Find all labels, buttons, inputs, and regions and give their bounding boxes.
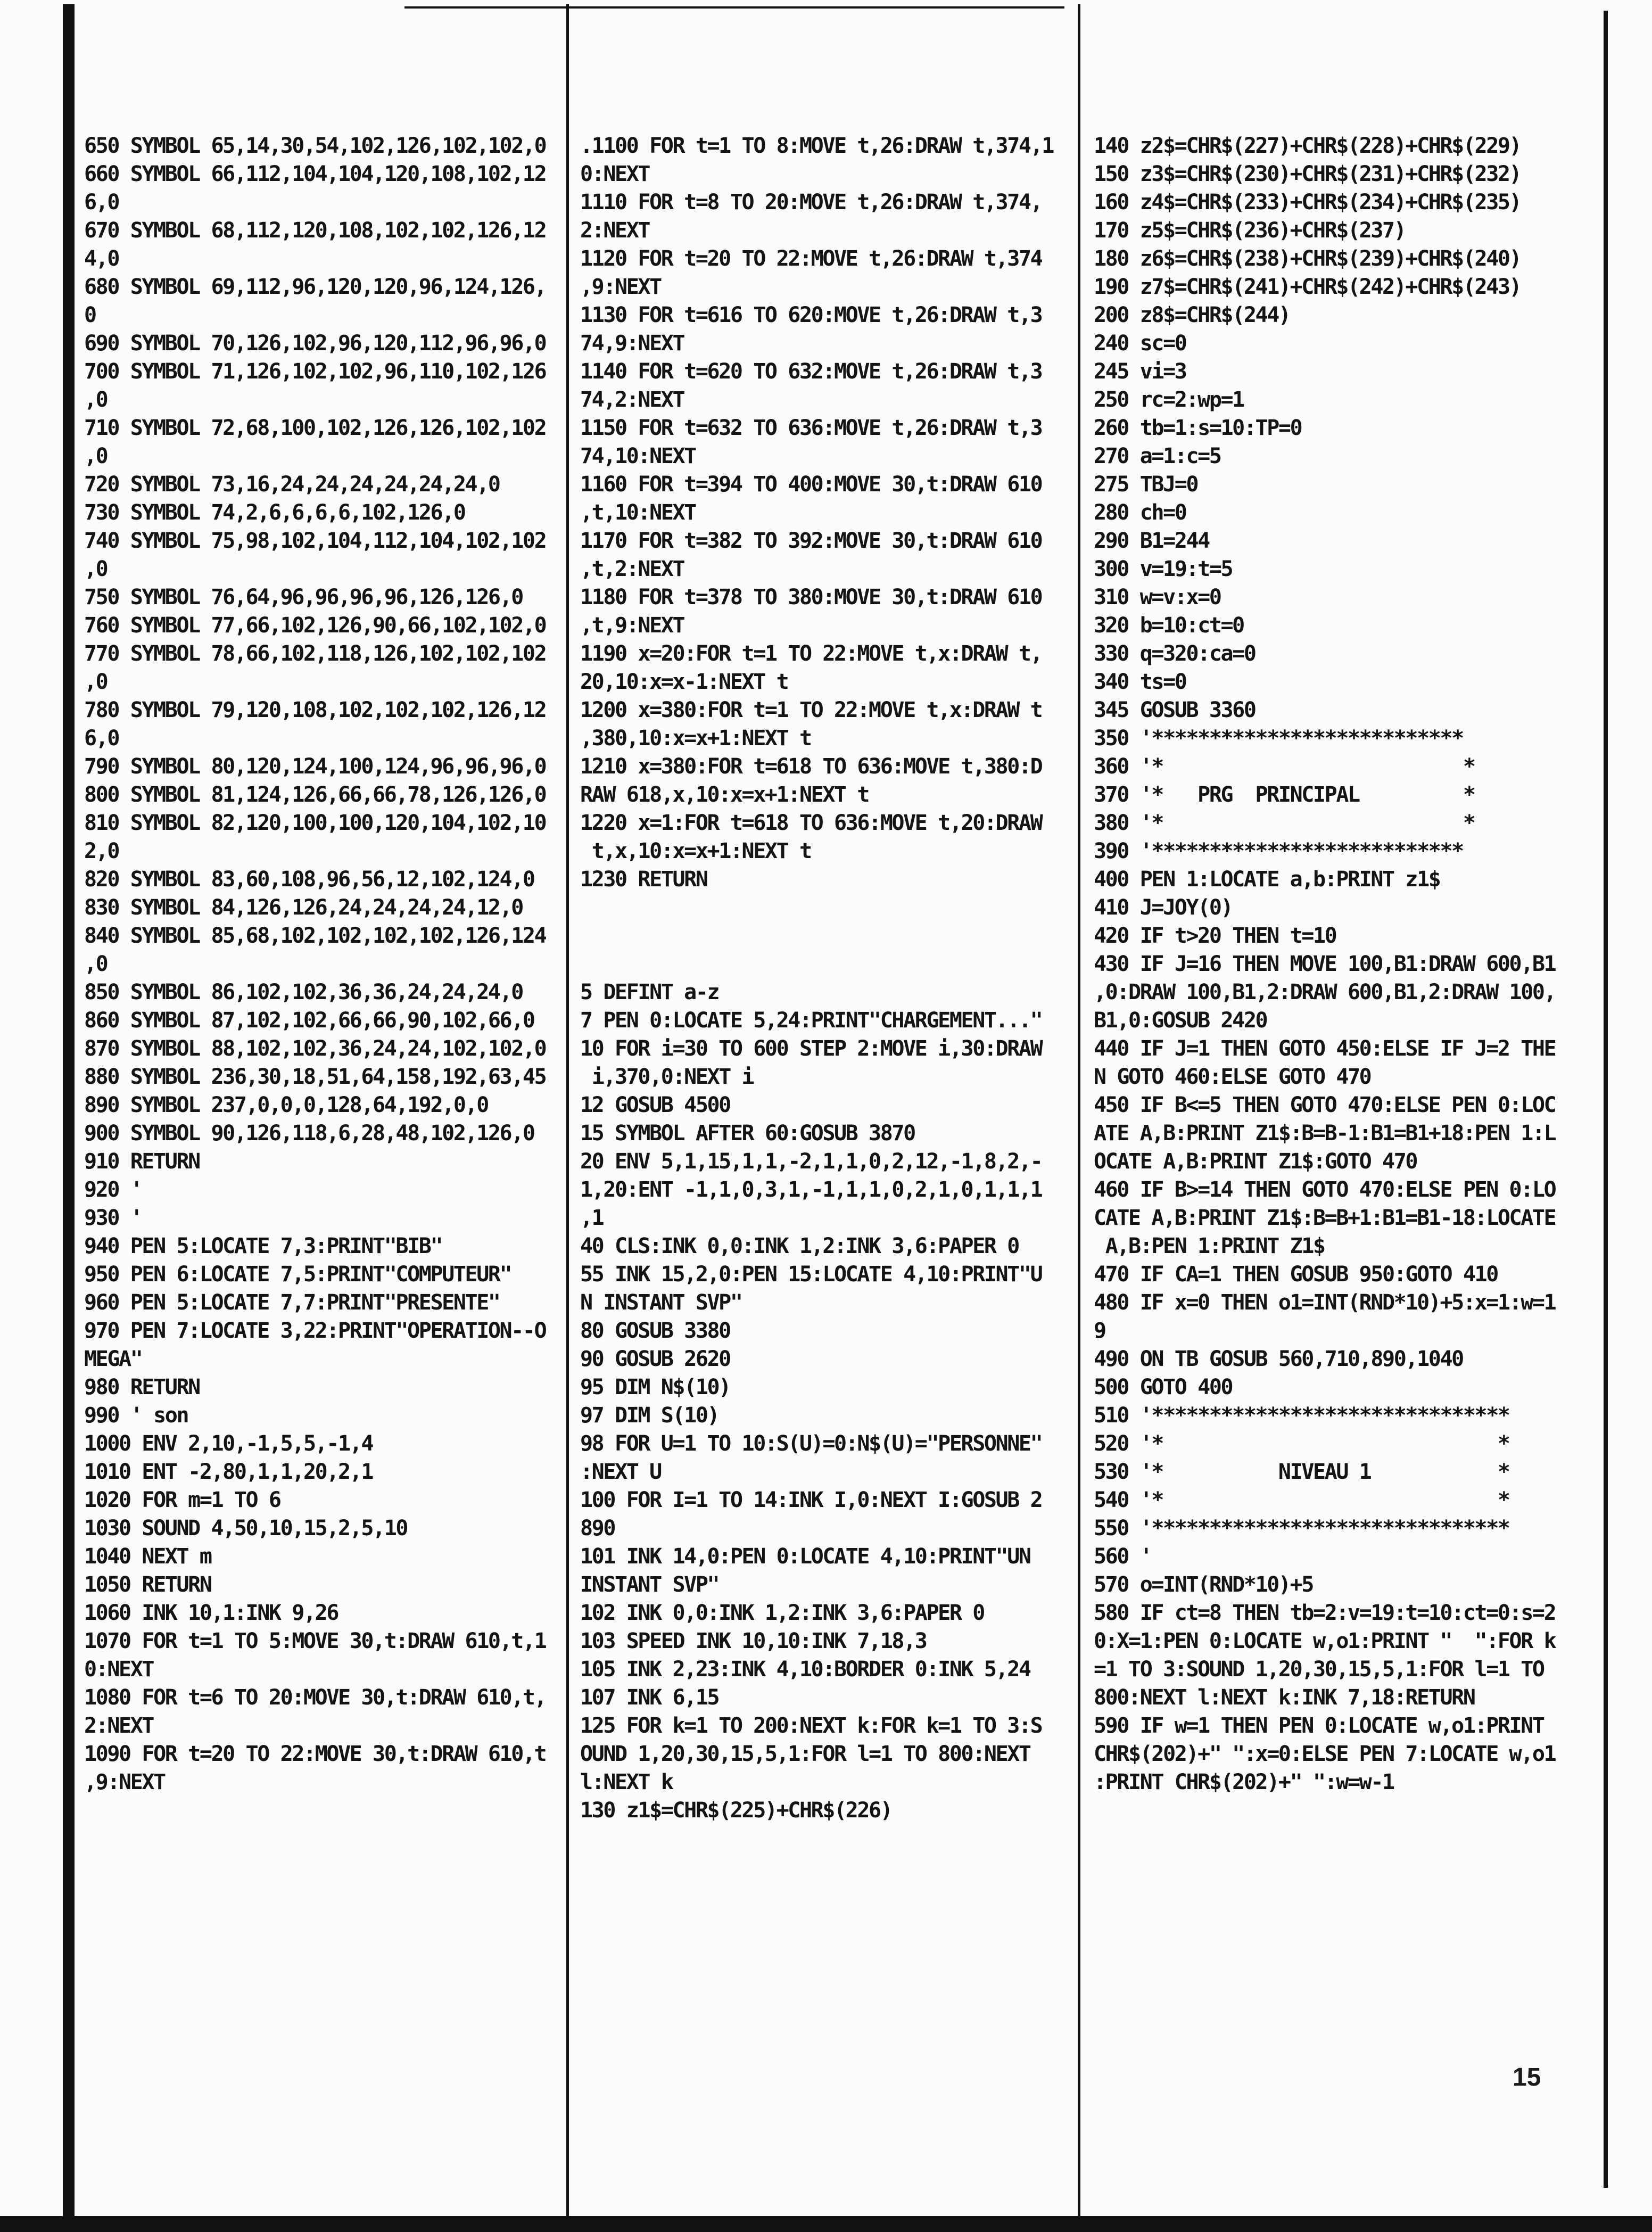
code-line: 55 INK 15,2,0:PEN 15:LOCATE 4,10:PRINT"U [580, 1262, 1042, 1287]
code-line: 940 PEN 5:LOCATE 7,3:PRINT"BIB" [84, 1234, 442, 1258]
code-line: 275 TBJ=0 [1094, 472, 1198, 497]
code-line: 0 [84, 303, 96, 327]
code-line: 200 z8$=CHR$(244) [1094, 303, 1290, 327]
code-line: 740 SYMBOL 75,98,102,104,112,104,102,102 [84, 529, 546, 553]
code-line: 245 vi=3 [1094, 359, 1186, 384]
code-line: 1130 FOR t=616 TO 620:MOVE t,26:DRAW t,3 [580, 303, 1042, 327]
code-line: 800 SYMBOL 81,124,126,66,66,78,126,126,0 [84, 783, 546, 807]
code-line: 440 IF J=1 THEN GOTO 450:ELSE IF J=2 THE [1094, 1036, 1556, 1061]
code-line: 1220 x=1:FOR t=618 TO 636:MOVE t,20:DRAW [580, 811, 1042, 835]
code-line: 720 SYMBOL 73,16,24,24,24,24,24,24,0 [84, 472, 500, 497]
code-line: 800:NEXT l:NEXT k:INK 7,18:RETURN [1094, 1685, 1475, 1710]
code-line: RAW 618,x,10:x=x+1:NEXT t [580, 783, 869, 807]
code-line: 870 SYMBOL 88,102,102,36,24,24,102,102,0 [84, 1036, 546, 1061]
code-line: 5 DEFINT a-z [580, 980, 719, 1004]
code-line: ,0 [84, 670, 108, 694]
code-line: 1160 FOR t=394 TO 400:MOVE 30,t:DRAW 610 [580, 472, 1042, 497]
code-line: 560 ' [1094, 1544, 1152, 1569]
code-line: 460 IF B>=14 THEN GOTO 470:ELSE PEN 0:LO [1094, 1177, 1556, 1202]
code-line: 470 IF CA=1 THEN GOSUB 950:GOTO 410 [1094, 1262, 1498, 1287]
code-line [580, 950, 1054, 978]
code-line: 101 INK 14,0:PEN 0:LOCATE 4,10:PRINT"UN [580, 1544, 1030, 1569]
code-line: 105 INK 2,23:INK 4,10:BORDER 0:INK 5,24 [580, 1657, 1030, 1682]
code-line: 350 '*************************** [1094, 726, 1463, 751]
code-line: 300 v=19:t=5 [1094, 557, 1233, 581]
code-line: 890 SYMBOL 237,0,0,0,128,64,192,0,0 [84, 1093, 488, 1117]
code-line: 1050 RETURN [84, 1572, 211, 1597]
code-line: 960 PEN 5:LOCATE 7,7:PRINT"PRESENTE" [84, 1290, 500, 1315]
code-line [580, 922, 1054, 950]
code-line: 880 SYMBOL 236,30,18,51,64,158,192,63,45 [84, 1065, 546, 1089]
code-line: :NEXT U [580, 1460, 661, 1484]
code-line: CATE A,B:PRINT Z1$:B=B+1:B1=B1-18:LOCATE [1094, 1206, 1556, 1230]
code-line: ,1 [580, 1206, 604, 1230]
code-line: :PRINT CHR$(202)+" ":w=w-1 [1094, 1770, 1394, 1794]
code-line: 9 [1094, 1319, 1105, 1343]
code-line: 760 SYMBOL 77,66,102,126,90,66,102,102,0 [84, 613, 546, 638]
code-line: 98 FOR U=1 TO 10:S(U)=0:N$(U)="PERSONNE" [580, 1431, 1042, 1456]
code-line: l:NEXT k [580, 1770, 673, 1794]
code-line: ,9:NEXT [580, 275, 661, 299]
code-line: ,380,10:x=x+1:NEXT t [580, 726, 811, 751]
code-line: 710 SYMBOL 72,68,100,102,126,126,102,102 [84, 416, 546, 440]
code-line: 840 SYMBOL 85,68,102,102,102,102,126,124 [84, 924, 546, 948]
code-line: 345 GOSUB 3360 [1094, 698, 1255, 722]
code-line: 590 IF w=1 THEN PEN 0:LOCATE w,o1:PRINT [1094, 1714, 1544, 1738]
code-line: 100 FOR I=1 TO 14:INK I,0:NEXT I:GOSUB 2 [580, 1488, 1042, 1512]
code-line: CHR$(202)+" ":x=0:ELSE PEN 7:LOCATE w,o1 [1094, 1742, 1556, 1766]
code-line: 95 DIM N$(10) [580, 1375, 730, 1399]
code-line: ,0 [84, 557, 108, 581]
code-line: 700 SYMBOL 71,126,102,102,96,110,102,126 [84, 359, 546, 384]
code-line: 1030 SOUND 4,50,10,15,2,5,10 [84, 1516, 408, 1541]
code-line: 280 ch=0 [1094, 500, 1186, 525]
code-line: 650 SYMBOL 65,14,30,54,102,126,102,102,0 [84, 134, 546, 158]
code-line: 1190 x=20:FOR t=1 TO 22:MOVE t,x:DRAW t, [580, 641, 1042, 666]
code-line: 1040 NEXT m [84, 1544, 211, 1569]
code-line: 1140 FOR t=620 TO 632:MOVE t,26:DRAW t,3 [580, 359, 1042, 384]
code-column-2 [580, 132, 1054, 1825]
bottom-border [0, 2216, 1652, 2232]
code-line: 270 a=1:c=5 [1094, 444, 1221, 468]
code-line: ,0 [84, 952, 108, 976]
code-line: 180 z6$=CHR$(238)+CHR$(239)+CHR$(240) [1094, 246, 1521, 271]
code-line: 540 '* * [1094, 1488, 1509, 1512]
code-line: 6,0 [84, 190, 119, 215]
code-line: 990 ' son [84, 1403, 188, 1428]
code-line: ,t,9:NEXT [580, 613, 684, 638]
code-line: 420 IF t>20 THEN t=10 [1094, 924, 1336, 948]
code-line: 0:NEXT [580, 162, 650, 186]
code-line: 2,0 [84, 839, 119, 863]
code-line: 390 '*************************** [1094, 839, 1463, 863]
code-line: 10 FOR i=30 TO 600 STEP 2:MOVE i,30:DRAW [580, 1036, 1042, 1061]
code-line: ,0 [84, 444, 108, 468]
code-line: 40 CLS:INK 0,0:INK 1,2:INK 3,6:PAPER 0 [580, 1234, 1019, 1258]
code-line: ,0:DRAW 100,B1,2:DRAW 600,B1,2:DRAW 100, [1094, 980, 1556, 1004]
code-line: 520 '* * [1094, 1431, 1509, 1456]
code-line: 140 z2$=CHR$(227)+CHR$(228)+CHR$(229) [1094, 134, 1521, 158]
code-line: 510 '******************************* [1094, 1403, 1509, 1428]
code-line: 680 SYMBOL 69,112,96,120,120,96,124,126, [84, 275, 546, 299]
code-line: 750 SYMBOL 76,64,96,96,96,96,126,126,0 [84, 585, 523, 610]
code-line: 910 RETURN [84, 1149, 200, 1174]
code-line: 970 PEN 7:LOCATE 3,22:PRINT"OPERATION--O [84, 1319, 546, 1343]
code-line: .1100 FOR t=1 TO 8:MOVE t,26:DRAW t,374,1 [580, 134, 1053, 158]
code-line: =1 TO 3:SOUND 1,20,30,15,5,1:FOR l=1 TO [1094, 1657, 1544, 1682]
code-line: 550 '******************************* [1094, 1516, 1509, 1541]
code-line: 480 IF x=0 THEN o1=INT(RND*10)+5:x=1:w=1 [1094, 1290, 1556, 1315]
code-line: 290 B1=244 [1094, 529, 1209, 553]
code-line: 580 IF ct=8 THEN tb=2:v=19:t=10:ct=0:s=2 [1094, 1601, 1556, 1625]
code-line: 320 b=10:ct=0 [1094, 613, 1244, 638]
code-line: 107 INK 6,15 [580, 1685, 719, 1710]
code-line: OUND 1,20,30,15,5,1:FOR l=1 TO 800:NEXT [580, 1742, 1030, 1766]
code-line: 1150 FOR t=632 TO 636:MOVE t,26:DRAW t,3 [580, 416, 1042, 440]
code-line: 1060 INK 10,1:INK 9,26 [84, 1601, 338, 1625]
code-line: 330 q=320:ca=0 [1094, 641, 1255, 666]
code-line: ,9:NEXT [84, 1770, 165, 1794]
code-line: 500 GOTO 400 [1094, 1375, 1233, 1399]
code-line: 1,20:ENT -1,1,0,3,1,-1,1,1,0,2,1,0,1,1,1 [580, 1177, 1042, 1202]
code-column-1 [84, 132, 560, 1797]
code-line: 1230 RETURN [580, 867, 707, 892]
code-line: 102 INK 0,0:INK 1,2:INK 3,6:PAPER 0 [580, 1601, 984, 1625]
code-line: 130 z1$=CHR$(225)+CHR$(226) [580, 1798, 892, 1823]
code-line: 310 w=v:x=0 [1094, 585, 1221, 610]
code-line: 125 FOR k=1 TO 200:NEXT k:FOR k=1 TO 3:S [580, 1714, 1042, 1738]
code-line: 490 ON TB GOSUB 560,710,890,1040 [1094, 1347, 1463, 1371]
code-line: 1090 FOR t=20 TO 22:MOVE 30,t:DRAW 610,t [84, 1742, 546, 1766]
code-line: 1210 x=380:FOR t=618 TO 636:MOVE t,380:D [580, 754, 1042, 779]
code-line: 360 '* * [1094, 754, 1475, 779]
left-border [63, 4, 75, 2232]
code-line: 830 SYMBOL 84,126,126,24,24,24,24,12,0 [84, 895, 523, 920]
code-line: 410 J=JOY(0) [1094, 895, 1233, 920]
code-line: 1110 FOR t=8 TO 20:MOVE t,26:DRAW t,374, [580, 190, 1042, 215]
code-line: 570 o=INT(RND*10)+5 [1094, 1572, 1313, 1597]
code-line: 80 GOSUB 3380 [580, 1319, 730, 1343]
code-line: 260 tb=1:s=10:TP=0 [1094, 416, 1302, 440]
right-border [1604, 11, 1608, 2188]
code-line: 430 IF J=16 THEN MOVE 100,B1:DRAW 600,B1 [1094, 952, 1556, 976]
code-line: OCATE A,B:PRINT Z1$:GOTO 470 [1094, 1149, 1417, 1174]
code-line: 920 ' [84, 1177, 142, 1202]
code-line: i,370,0:NEXT i [580, 1065, 754, 1089]
code-line: 400 PEN 1:LOCATE a,b:PRINT z1$ [1094, 867, 1440, 892]
code-line: 150 z3$=CHR$(230)+CHR$(231)+CHR$(232) [1094, 162, 1521, 186]
code-line: 1170 FOR t=382 TO 392:MOVE 30,t:DRAW 610 [580, 529, 1042, 553]
column-divider-1 [566, 4, 569, 2232]
code-line: 980 RETURN [84, 1375, 200, 1399]
code-line: 250 rc=2:wp=1 [1094, 388, 1244, 412]
code-line: B1,0:GOSUB 2420 [1094, 1008, 1267, 1033]
code-line: 0:NEXT [84, 1657, 154, 1682]
code-line: 950 PEN 6:LOCATE 7,5:PRINT"COMPUTEUR" [84, 1262, 511, 1287]
code-line: 90 GOSUB 2620 [580, 1347, 730, 1371]
code-line: 190 z7$=CHR$(241)+CHR$(242)+CHR$(243) [1094, 275, 1521, 299]
code-line: 240 sc=0 [1094, 331, 1186, 356]
code-line: 1080 FOR t=6 TO 20:MOVE 30,t:DRAW 610,t, [84, 1685, 546, 1710]
code-line: 160 z4$=CHR$(233)+CHR$(234)+CHR$(235) [1094, 190, 1521, 215]
code-line: 7 PEN 0:LOCATE 5,24:PRINT"CHARGEMENT..." [580, 1008, 1042, 1033]
code-line: 12 GOSUB 4500 [580, 1093, 730, 1117]
code-line: N GOTO 460:ELSE GOTO 470 [1094, 1065, 1371, 1089]
code-line: 670 SYMBOL 68,112,120,108,102,102,126,12 [84, 218, 546, 243]
code-line: 15 SYMBOL AFTER 60:GOSUB 3870 [580, 1121, 915, 1146]
code-line: 380 '* * [1094, 811, 1475, 835]
code-line: 690 SYMBOL 70,126,102,96,120,112,96,96,0 [84, 331, 546, 356]
code-line: 1000 ENV 2,10,-1,5,5,-1,4 [84, 1431, 373, 1456]
code-line: 730 SYMBOL 74,2,6,6,6,6,102,126,0 [84, 500, 465, 525]
code-line: 2:NEXT [84, 1714, 154, 1738]
code-column-3 [1094, 132, 1599, 1797]
code-line: 340 ts=0 [1094, 670, 1186, 694]
code-line: 860 SYMBOL 87,102,102,66,66,90,102,66,0 [84, 1008, 534, 1033]
code-line: 1180 FOR t=378 TO 380:MOVE 30,t:DRAW 610 [580, 585, 1042, 610]
code-line: 20,10:x=x-1:NEXT t [580, 670, 788, 694]
code-line: 1200 x=380:FOR t=1 TO 22:MOVE t,x:DRAW t [580, 698, 1042, 722]
code-line: 74,10:NEXT [580, 444, 696, 468]
code-line: 20 ENV 5,1,15,1,1,-2,1,1,0,2,12,-1,8,2,- [580, 1149, 1042, 1174]
code-line: 103 SPEED INK 10,10:INK 7,18,3 [580, 1629, 927, 1653]
code-line: 850 SYMBOL 86,102,102,36,36,24,24,24,0 [84, 980, 523, 1004]
code-line: 450 IF B<=5 THEN GOTO 470:ELSE PEN 0:LOC [1094, 1093, 1556, 1117]
code-line: 1070 FOR t=1 TO 5:MOVE 30,t:DRAW 610,t,1 [84, 1629, 546, 1653]
code-line: ,0 [84, 388, 108, 412]
code-line: 370 '* PRG PRINCIPAL * [1094, 783, 1475, 807]
code-line: 1020 FOR m=1 TO 6 [84, 1488, 280, 1512]
code-line: 770 SYMBOL 78,66,102,118,126,102,102,102 [84, 641, 546, 666]
code-line [580, 894, 1054, 922]
code-line: 2:NEXT [580, 218, 650, 243]
code-line: 74,2:NEXT [580, 388, 684, 412]
code-line: 74,9:NEXT [580, 331, 684, 356]
code-line: 820 SYMBOL 83,60,108,96,56,12,102,124,0 [84, 867, 534, 892]
code-line: 4,0 [84, 246, 119, 271]
code-line: A,B:PEN 1:PRINT Z1$ [1094, 1234, 1325, 1258]
code-line: 780 SYMBOL 79,120,108,102,102,102,126,12 [84, 698, 546, 722]
code-line: 1010 ENT -2,80,1,1,20,2,1 [84, 1460, 373, 1484]
top-rule-fragment [404, 6, 1064, 9]
code-line: 170 z5$=CHR$(236)+CHR$(237) [1094, 218, 1406, 243]
code-line: ATE A,B:PRINT Z1$:B=B-1:B1=B1+18:PEN 1:L [1094, 1121, 1556, 1146]
code-line: ,t,10:NEXT [580, 500, 696, 525]
code-line: 97 DIM S(10) [580, 1403, 719, 1428]
column-divider-2 [1078, 4, 1080, 2232]
code-line: 660 SYMBOL 66,112,104,104,120,108,102,12 [84, 162, 546, 186]
code-line: 530 '* NIVEAU 1 * [1094, 1460, 1509, 1484]
code-line: MEGA" [84, 1347, 142, 1371]
code-line: 890 [580, 1516, 615, 1541]
page-number: 15 [1513, 2063, 1541, 2091]
code-line: 930 ' [84, 1206, 142, 1230]
code-line: 810 SYMBOL 82,120,100,100,120,104,102,10 [84, 811, 546, 835]
code-line: N INSTANT SVP" [580, 1290, 742, 1315]
code-line: 6,0 [84, 726, 119, 751]
code-line: ,t,2:NEXT [580, 557, 684, 581]
code-line: 900 SYMBOL 90,126,118,6,28,48,102,126,0 [84, 1121, 534, 1146]
code-line: 1120 FOR t=20 TO 22:MOVE t,26:DRAW t,374 [580, 246, 1042, 271]
code-line: t,x,10:x=x+1:NEXT t [580, 839, 811, 863]
code-line: INSTANT SVP" [580, 1572, 719, 1597]
code-line: 0:X=1:PEN 0:LOCATE w,o1:PRINT " ":FOR k [1094, 1629, 1556, 1653]
code-line: 790 SYMBOL 80,120,124,100,124,96,96,96,0 [84, 754, 546, 779]
